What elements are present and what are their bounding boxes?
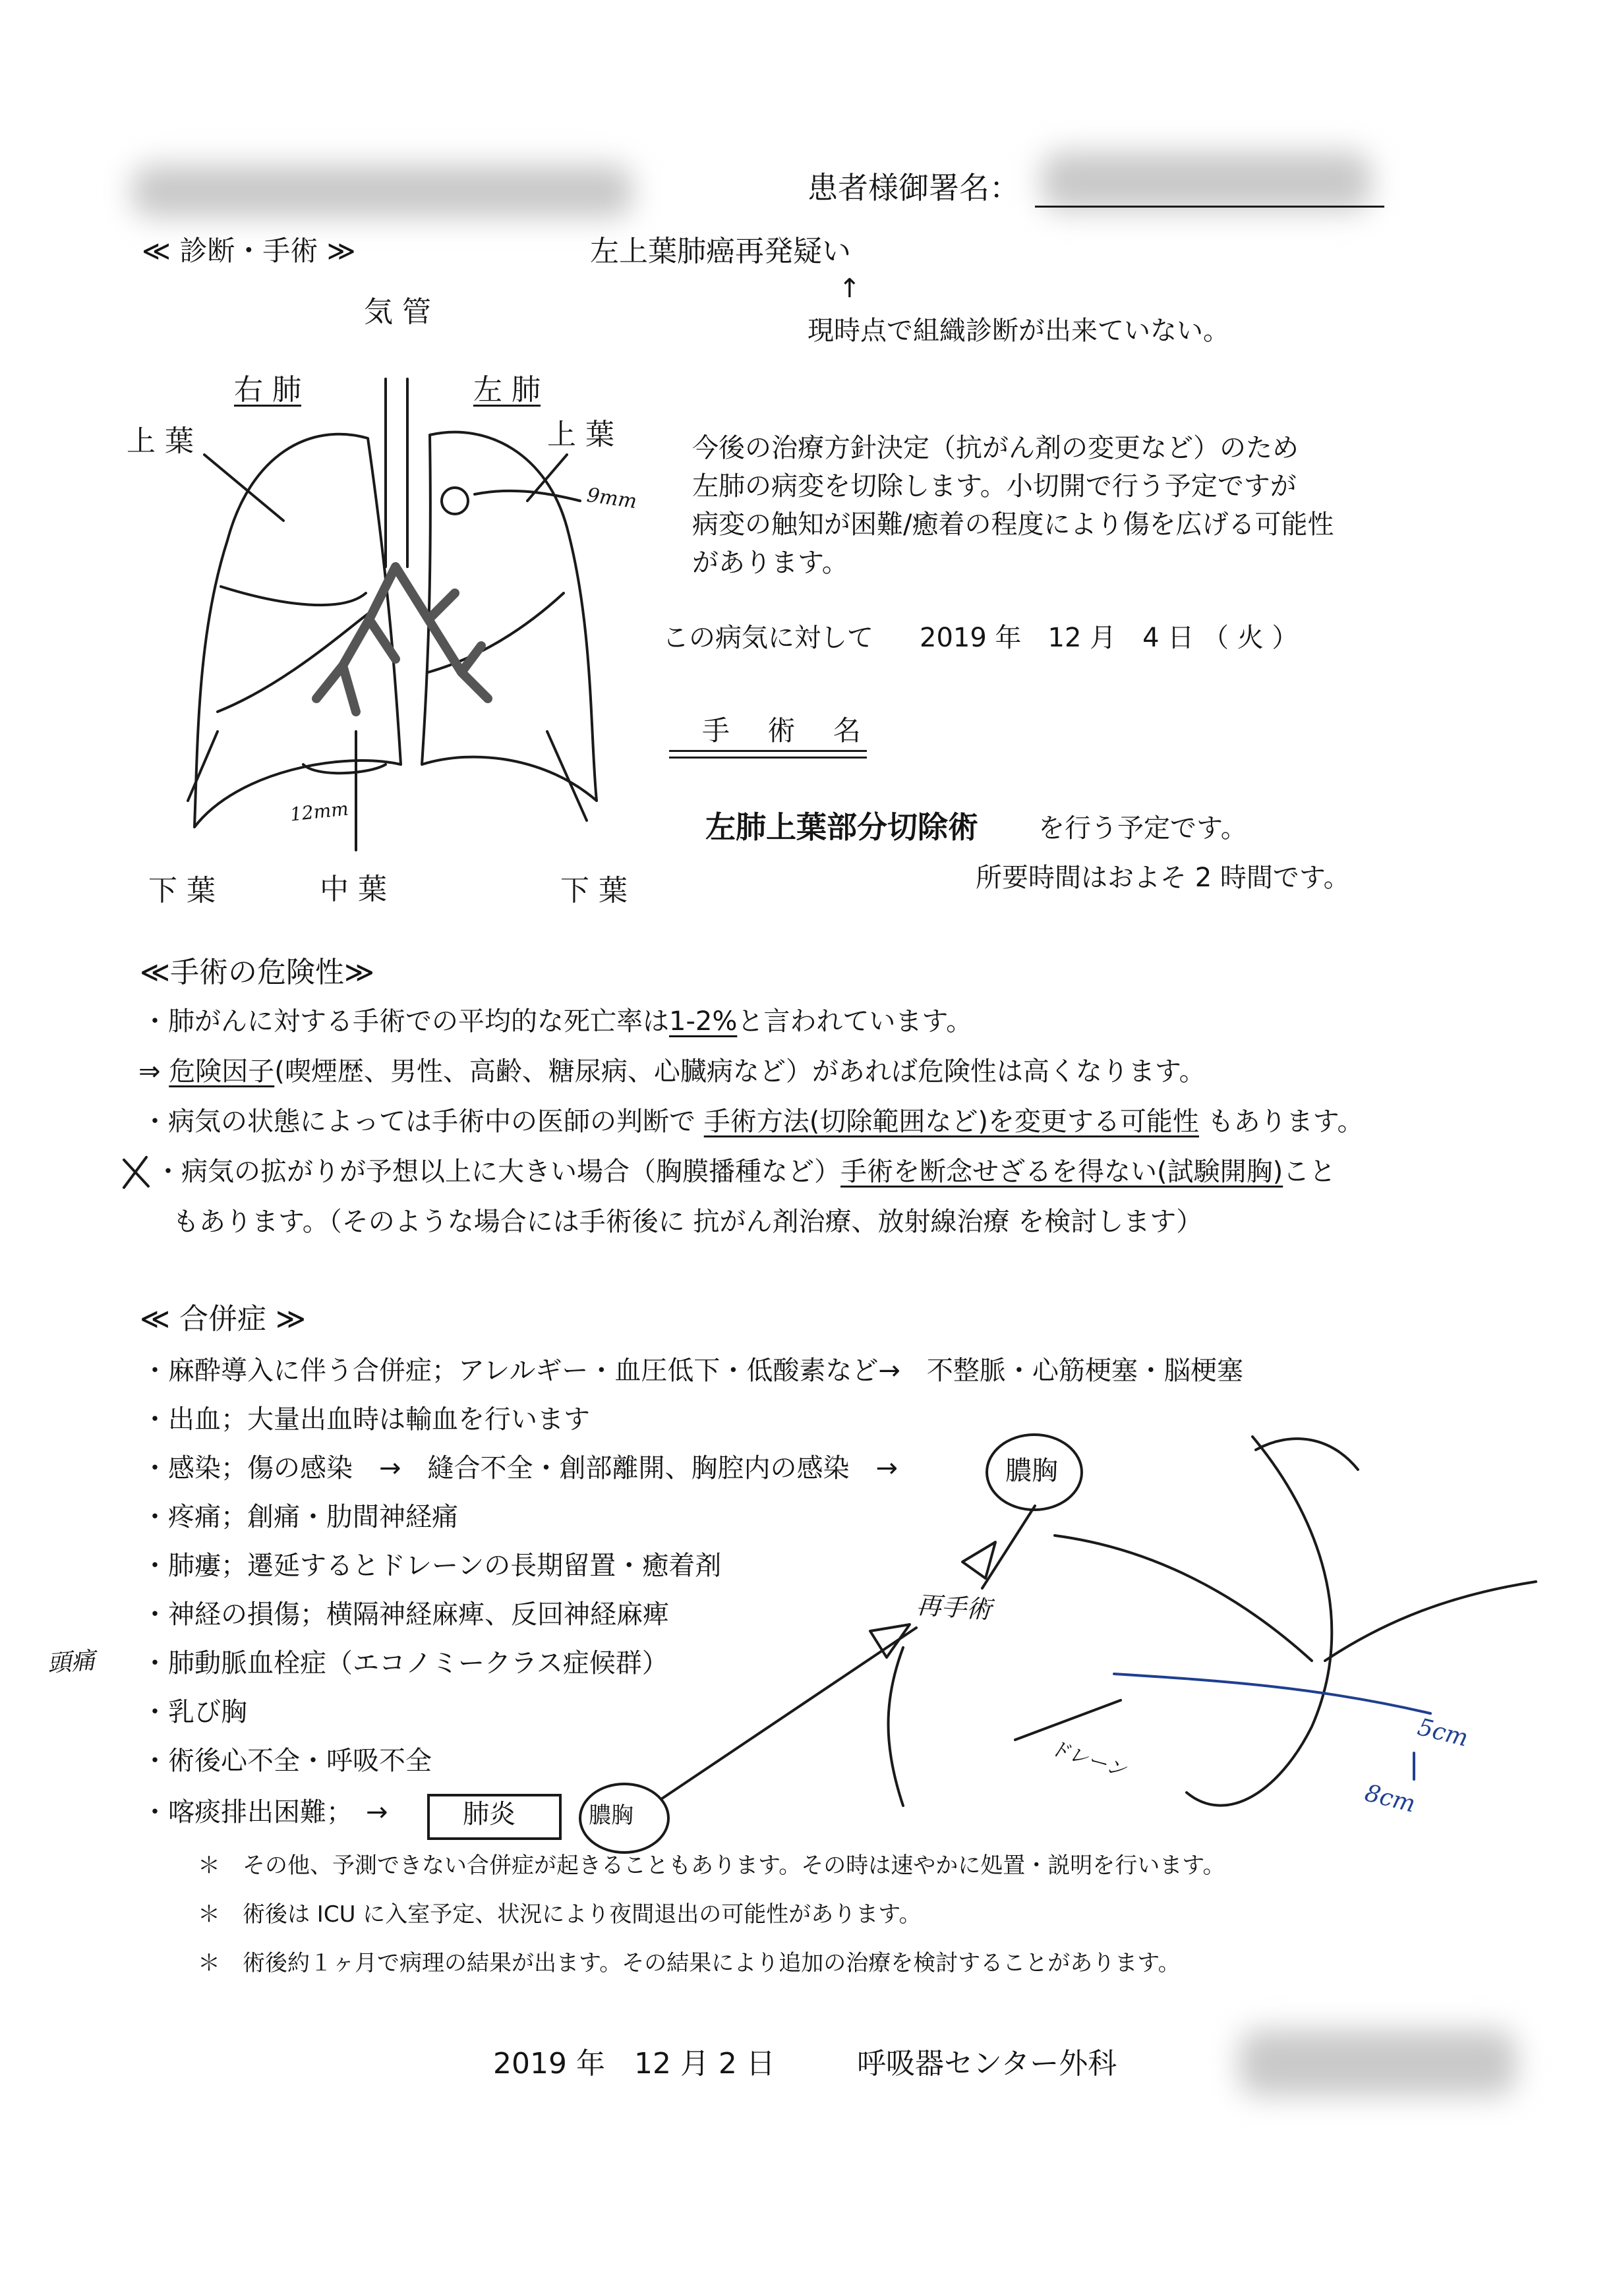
body-outline-left [889, 1648, 904, 1806]
pointer-line-empyema [982, 1506, 1035, 1588]
plan-line-4: があります。 [692, 548, 848, 578]
body-outline-shoulder [1187, 1437, 1332, 1806]
risk-line-3-post: もあります。 [1207, 1106, 1364, 1137]
complication-item: ・麻酔導入に伴う合併症；アレルギー・血圧低下・低酸素など→ 不整脈・心筋梗塞・脳梗塞 [142, 1356, 1243, 1386]
middle-lobe-label: 中 葉 [320, 873, 387, 906]
indicator-right-lower [188, 732, 218, 801]
note-line: ＊ 術後約１ヶ月で病理の結果が出ます。その結果により追加の治療を検討することがあります。 [198, 1950, 1181, 1976]
complication-item: ・喀痰排出困難； → [142, 1797, 388, 1827]
cross-mark [124, 1157, 148, 1188]
risks-title: ≪手術の危険性≫ [140, 956, 375, 989]
surgery-duration: 所要時間はおよそ 2 時間です。 [976, 863, 1350, 893]
right-lower-lobe-label: 下 葉 [148, 874, 216, 907]
diagnosis-arrow: ↑ [839, 273, 861, 304]
pneumonia-boxed-term: 肺炎 [463, 1799, 515, 1829]
pointer-arrowhead-2 [870, 1624, 910, 1657]
left-lung-label: 左 肺 [473, 373, 541, 407]
left-upper-lobe-label: 上 葉 [547, 418, 614, 451]
right-upper-lobe-label: 上 葉 [127, 424, 194, 458]
complication-item: ・術後心不全・呼吸不全 [142, 1746, 432, 1776]
right-lung-label: 右 肺 [234, 373, 301, 407]
diagnosis-text: 左上葉肺癌再発疑い [590, 235, 851, 268]
risk-line-3-method: 手術方法(切除範囲など)を変更する可能性 [703, 1106, 1199, 1137]
trachea-label: 気 管 [364, 295, 431, 329]
plan-line-1: 今後の治療方針決定（抗がん剤の変更など）のため [692, 433, 1299, 463]
risk-line-4-abort: 手術を断念せざるを得ない(試験開胸) [840, 1157, 1283, 1187]
indicator-left-lower [547, 732, 587, 820]
surgical-sketch [661, 1437, 1536, 1806]
right-lung-outline [194, 434, 401, 827]
handwritten-drain: ドレーン [1046, 1736, 1129, 1783]
handwritten-reoperation: 再手術 [915, 1590, 993, 1624]
incision-line-blue [1114, 1674, 1430, 1713]
plan-line-3: 病変の触知が困難/癒着の程度により傷を広げる可能性 [692, 509, 1334, 540]
left-lower-lobe-label: 下 葉 [560, 874, 628, 907]
trachea-outline [386, 379, 407, 567]
risk-line-3-pre: ・病気の状態によっては手術中の医師の判断で [142, 1106, 695, 1137]
surgery-name-label: 手 術 名 [702, 714, 875, 747]
plan-line-2: 左肺の病変を切除します。小切開で行う予定ですが [692, 471, 1297, 502]
risk-line-1-post: と言われています。 [737, 1006, 973, 1037]
complication-item: ・神経の損傷；横隔神経麻痺、反回神経麻痺 [142, 1599, 669, 1630]
risk-line-2-arrow: ⇒ [138, 1056, 161, 1087]
left-lung-outline [422, 432, 597, 801]
risk-line-2-post: (喫煙歴、男性、高齢、糖尿病、心臓病など）があれば危険性は高くなります。 [274, 1056, 1206, 1087]
risk-line-4-pre: ・病気の拡がりが予想以上に大きい場合（胸膜播種など） [155, 1157, 840, 1187]
note-line: ＊ 術後は ICU に入室予定、状況により夜間退出の可能性があります。 [198, 1901, 922, 1928]
handwritten-9mm: 9mm [585, 483, 639, 514]
drain-line [1015, 1700, 1121, 1740]
risk-line-5: もあります。（そのような場合には手術後に 抗がん剤治療、放射線治療 を検討します） [173, 1207, 1203, 1237]
head-outline [1256, 1439, 1358, 1470]
complication-item: ・肺動脈血栓症（エコノミークラス症候群） [142, 1648, 668, 1679]
complications-title: ≪ 合併症 ≫ [140, 1302, 307, 1336]
risk-line-4-post: こと [1283, 1157, 1336, 1187]
risk-line-1-rate: 1-2% [669, 1006, 738, 1037]
pointer-line-pneumonia [661, 1628, 916, 1799]
diagnosis-section-title: ≪ 診断・手術 ≫ [142, 235, 356, 267]
signature-label: 患者様御署名： [808, 170, 1020, 206]
surgery-suffix: を行う予定です。 [1038, 813, 1247, 844]
lesion-mark [442, 488, 468, 514]
complication-item: ・感染；傷の感染 → 縫合不全・創部離開、胸腔内の感染 → [142, 1453, 898, 1483]
footer-date: 2019 年 12 月 2 日 [493, 2047, 775, 2081]
complication-item: ・疼痛；創痛・肋間神経痛 [142, 1502, 458, 1532]
footer-department: 呼吸器センター外科 [857, 2047, 1117, 2081]
lung-diagram-drawing [188, 379, 597, 850]
handwritten-8cm: 8cm [1362, 1779, 1419, 1818]
complication-item: ・出血；大量出血時は輸血を行います [142, 1404, 590, 1435]
handwritten-12mm: 12mm [289, 797, 350, 826]
note-line: ＊ その他、予測できない合併症が起きることもあります。その時は速やかに処置・説明を行います。 [198, 1852, 1225, 1879]
complication-item: ・肺瘻；遷延するとドレーンの長期留置・癒着剤 [142, 1551, 722, 1581]
plan-date-prefix: この病気に対して [662, 623, 873, 653]
arm-outline [1325, 1582, 1536, 1661]
pointer-arrowhead-1 [962, 1542, 995, 1578]
diagnosis-note: 現時点で組織診断が出来ていない。 [808, 316, 1229, 346]
empyema-boxed-term: 膿胸 [1005, 1456, 1058, 1486]
bronchial-tree [316, 567, 488, 712]
right-horizontal-fissure [221, 587, 366, 605]
risk-line-1-pre: ・肺がんに対する手術での平均的な死亡率は [142, 1006, 669, 1037]
risk-line-2-factor: 危険因子 [169, 1056, 275, 1087]
body-outline-back [1055, 1535, 1312, 1661]
plan-date-value: 2019 年 12 月 4 日 （ 火 ） [920, 623, 1299, 653]
indicator-right-upper [204, 455, 283, 521]
empyema-circled-term: 膿胸 [589, 1802, 633, 1829]
complication-item: ・乳び胸 [142, 1697, 247, 1727]
handwritten-5cm: 5cm [1415, 1713, 1471, 1752]
surgery-name: 左肺上葉部分切除術 [705, 809, 978, 845]
handwritten-left-note: 頭痛 [46, 1647, 96, 1678]
